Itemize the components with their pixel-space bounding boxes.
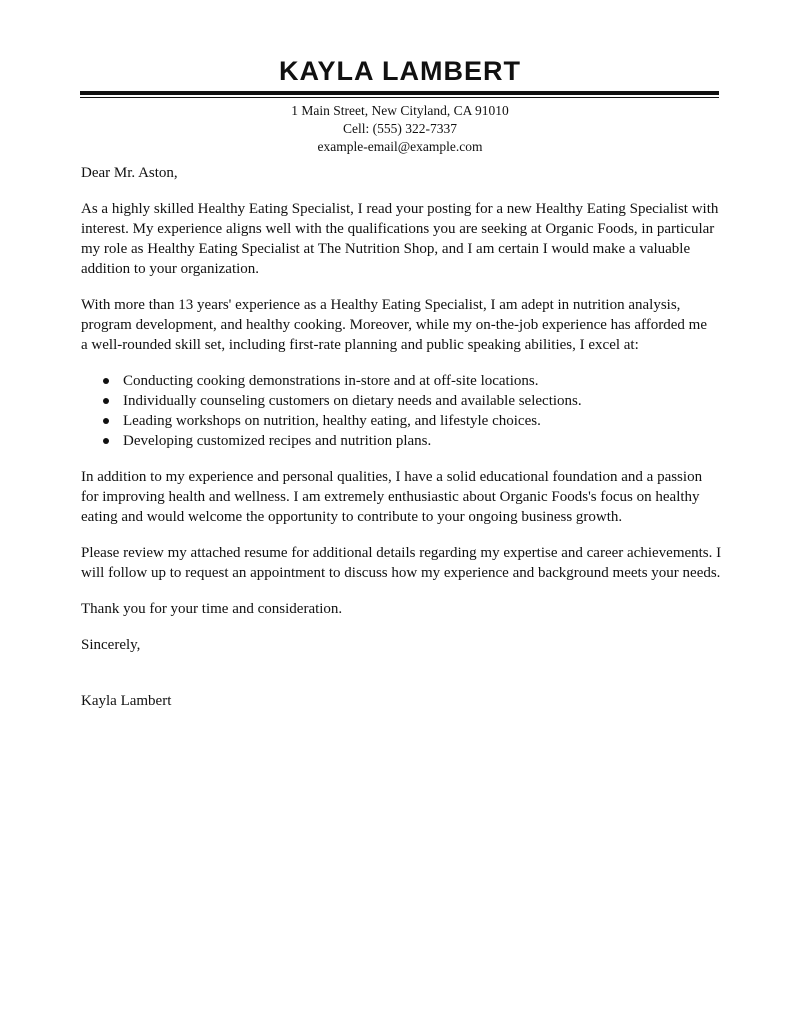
paragraph-2: [81, 295, 721, 355]
closing: Sincerely,: [81, 637, 141, 653]
paragraph-line: With more than 13 years' experience as a Healthy Eating Specialist, I am adept in nutrition analysis,: [81, 297, 681, 313]
list-item: [81, 431, 721, 451]
spacer: [81, 183, 721, 199]
list-item-text: Developing customized recipes and nutrition plans.: [123, 433, 432, 449]
paragraph-line: interest. My experience aligns well with the qualifications you are seeking at Organic Foods, in particular: [81, 221, 715, 237]
contact-block: [0, 102, 800, 156]
spacer: [81, 355, 721, 371]
paragraph-line: a well-rounded skill set, including first-rate planning and public speaking abilities, I excel at:: [81, 337, 639, 353]
skills-list: [81, 371, 721, 451]
salutation: Dear Mr. Aston,: [81, 165, 178, 181]
spacer: [81, 619, 721, 635]
letter-body: [81, 163, 721, 711]
paragraph-line: addition to your organization.: [81, 261, 260, 277]
paragraph-line: In addition to my experience and personal qualities, I have a solid educational foundation and a passion: [81, 469, 703, 485]
paragraph-line: program development, and healthy cooking. Moreover, while my on-the-job experience has afforded me: [81, 317, 707, 333]
list-item: [81, 391, 721, 411]
signature-space: [81, 655, 721, 691]
signature-name: Kayla Lambert: [81, 693, 172, 709]
paragraph-line: Please review my attached resume for additional details regarding my expertise and career achievements. I: [81, 545, 722, 561]
header-rule-thin: [80, 97, 719, 98]
header-rule-thick: [80, 91, 719, 95]
list-item-text: Conducting cooking demonstrations in-store and at off-site locations.: [123, 373, 539, 389]
bullet-icon: [103, 438, 109, 444]
bullet-icon: [103, 418, 109, 424]
contact-email: example-email@example.com: [317, 139, 483, 154]
paragraph-line: will follow up to request an appointment to discuss how my experience and background meets your needs.: [81, 565, 721, 581]
thanks-line: Thank you for your time and consideration.: [81, 601, 343, 617]
contact-cell: Cell: (555) 322-7337: [343, 121, 457, 136]
paragraph-1: [81, 199, 721, 279]
paragraph-line: my role as Healthy Eating Specialist at The Nutrition Shop, and I am certain I would make a valuable: [81, 241, 691, 257]
paragraph-line: for improving health and wellness. I am extremely enthusiastic about Organic Foods's focus on healthy: [81, 489, 700, 505]
spacer: [81, 451, 721, 467]
contact-address: 1 Main Street, New Cityland, CA 91010: [291, 103, 509, 118]
paragraph-3: [81, 467, 721, 527]
bullet-icon: [103, 398, 109, 404]
list-item-text: Leading workshops on nutrition, healthy eating, and lifestyle choices.: [123, 413, 541, 429]
spacer: [81, 527, 721, 543]
list-item: [81, 371, 721, 391]
paragraph-4: [81, 543, 721, 583]
spacer: [81, 583, 721, 599]
applicant-name: KAYLA LAMBERT: [279, 56, 521, 86]
bullet-icon: [103, 378, 109, 384]
paragraph-line: As a highly skilled Healthy Eating Specialist, I read your posting for a new Healthy Eating Specialist with: [81, 201, 719, 217]
list-item-text: Individually counseling customers on dietary needs and available selections.: [123, 393, 582, 409]
spacer: [81, 279, 721, 295]
paragraph-line: eating and would welcome the opportunity to contribute to your ongoing business growth.: [81, 509, 623, 525]
list-item: [81, 411, 721, 431]
